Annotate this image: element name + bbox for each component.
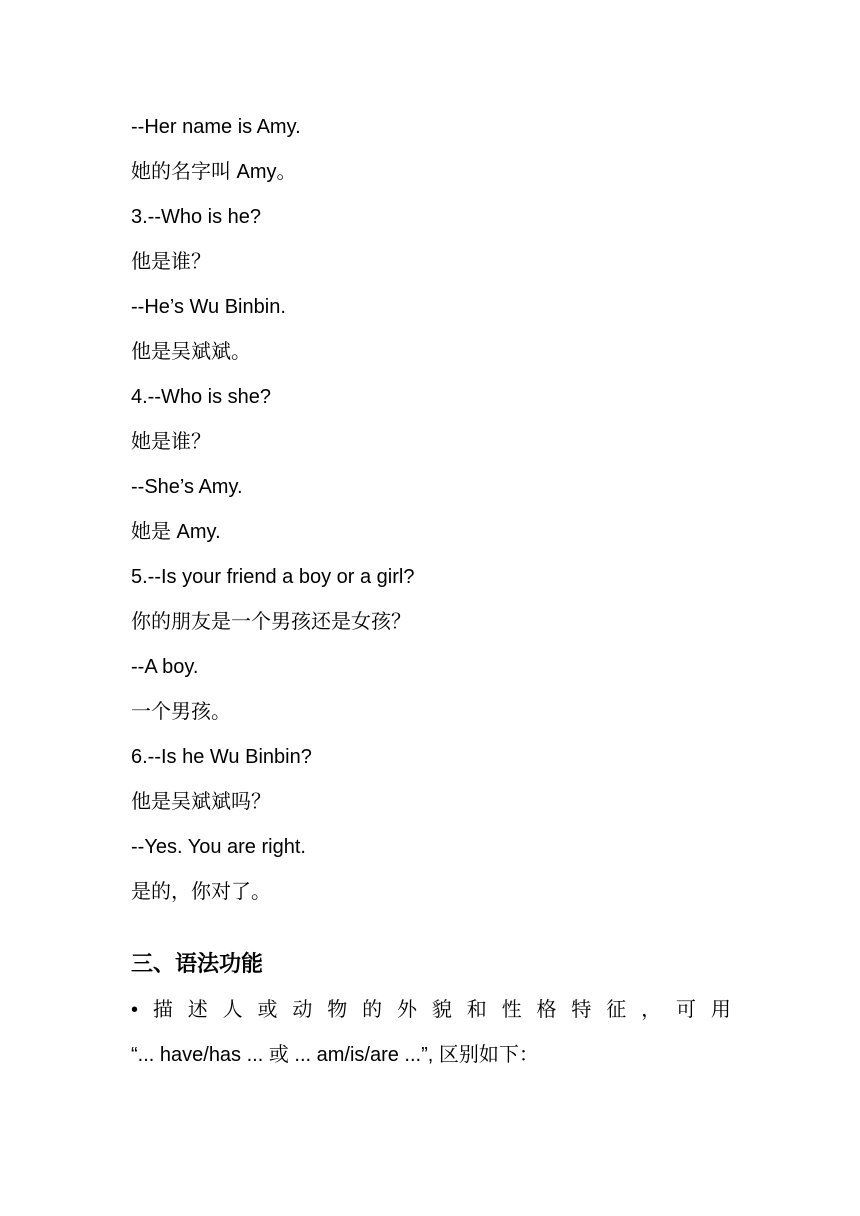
description-char: 描 bbox=[152, 999, 173, 1021]
text-line: 4.--Who is she? bbox=[131, 386, 272, 408]
text-line: 他是谁？ bbox=[131, 251, 211, 273]
description-char: 的 bbox=[362, 999, 383, 1021]
description-char: 动 bbox=[292, 999, 313, 1021]
text-line: 她的名字叫 Amy。 bbox=[131, 161, 297, 183]
text-line: 一个男孩。 bbox=[131, 701, 231, 723]
description-char: 特 bbox=[571, 999, 592, 1021]
text-line: 他是吴斌斌吗？ bbox=[131, 791, 271, 813]
dialogue-lines bbox=[131, 112, 731, 922]
description-char: 外 bbox=[397, 999, 418, 1021]
section-heading: 三、语法功能 bbox=[131, 952, 264, 977]
text-line: --Yes. You are right. bbox=[131, 836, 306, 858]
description-char: 和 bbox=[466, 999, 487, 1021]
description-char: 人 bbox=[222, 999, 243, 1021]
text-line: 她是 Amy. bbox=[131, 521, 221, 543]
text-line: 他是吴斌斌。 bbox=[131, 341, 251, 363]
text-line: 她是谁？ bbox=[131, 431, 211, 453]
description-char: 征 bbox=[606, 999, 627, 1021]
text-line: --He’s Wu Binbin. bbox=[131, 296, 286, 318]
description-char: 可 bbox=[676, 999, 697, 1021]
description-char: ， bbox=[641, 999, 662, 1021]
description-char: 用 bbox=[710, 999, 731, 1021]
description-line-2: “... have/has ... 或 ... am/is/are ...”, 区别如下： bbox=[131, 1044, 539, 1066]
text-line: 6.--Is he Wu Binbin? bbox=[131, 746, 312, 768]
bullet-icon: • bbox=[131, 999, 139, 1021]
text-line: --A boy. bbox=[131, 656, 199, 678]
description-char: 述 bbox=[187, 999, 208, 1021]
description-char: 或 bbox=[257, 999, 278, 1021]
text-line: --Her name is Amy. bbox=[131, 116, 301, 138]
text-line: --She’s Amy. bbox=[131, 476, 243, 498]
description-char: 格 bbox=[536, 999, 557, 1021]
description-char: 物 bbox=[327, 999, 348, 1021]
text-line: 你的朋友是一个男孩还是女孩？ bbox=[131, 611, 411, 633]
description-line-1 bbox=[131, 995, 731, 1025]
description-char: 性 bbox=[501, 999, 522, 1021]
text-line: 是的，你对了。 bbox=[131, 881, 271, 903]
text-line: 3.--Who is he? bbox=[131, 206, 262, 228]
text-line: 5.--Is your friend a boy or a girl? bbox=[131, 566, 415, 588]
description-char: 貌 bbox=[431, 999, 452, 1021]
